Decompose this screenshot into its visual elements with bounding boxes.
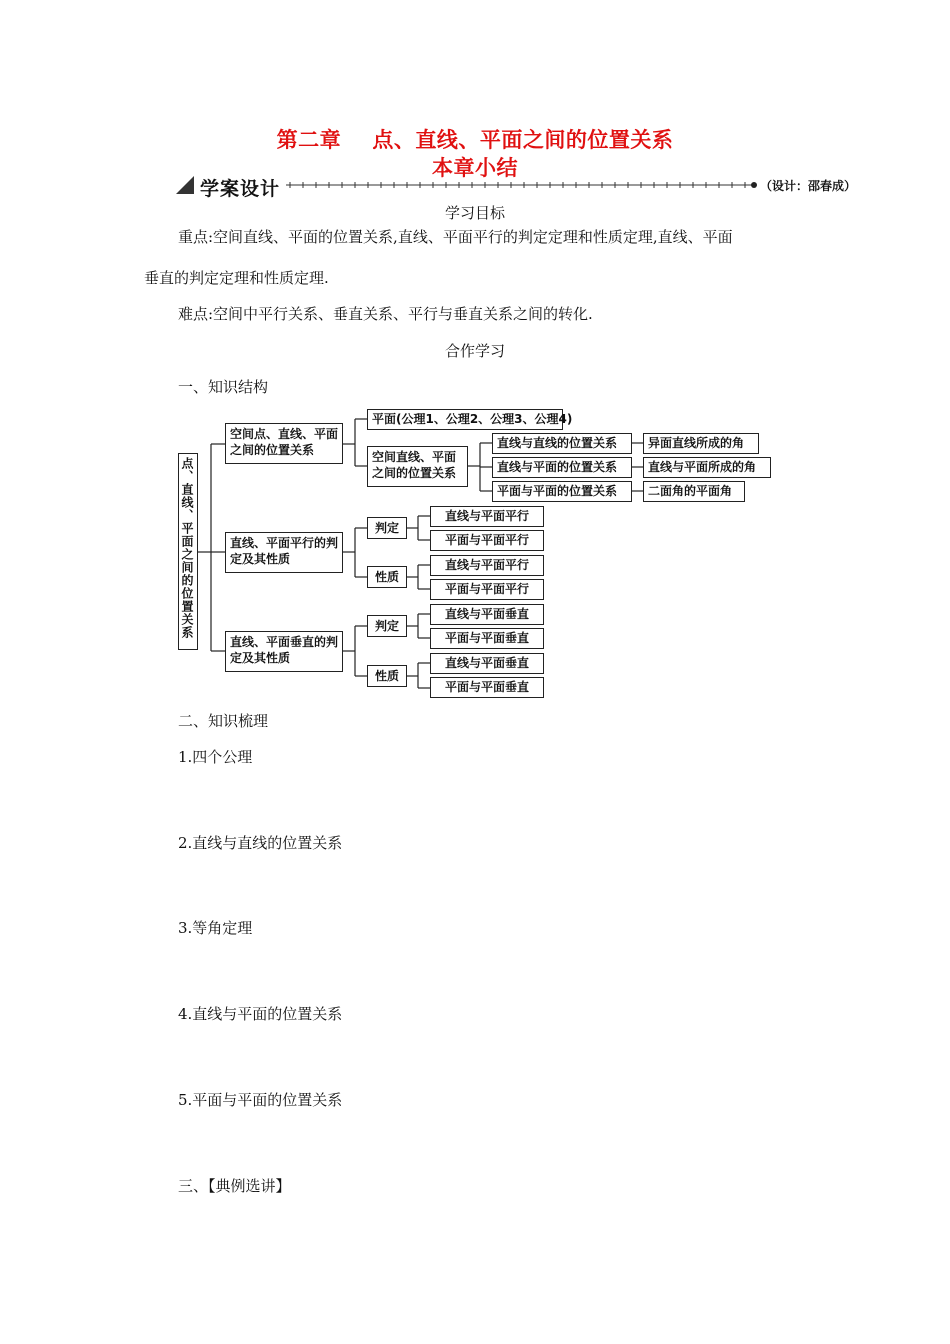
node-perp-property-plane-plane: 平面与平面垂直 (430, 677, 544, 698)
section-knowledge-structure: 一、知识结构 (178, 378, 269, 396)
node-perp-property: 性质 (367, 665, 407, 687)
cooperative-heading: 合作学习 (444, 342, 505, 360)
node-axioms: 平面(公理1、公理2、公理3、公理4) (367, 409, 563, 430)
node-line-plane-angle: 直线与平面所成的角 (643, 457, 771, 478)
review-item: 1.四个公理 (178, 748, 253, 766)
node-parallel-property-line-plane: 直线与平面平行 (430, 555, 544, 576)
section-examples: 三、【典例选讲】 (178, 1177, 291, 1195)
node-perp-judge-plane-plane: 平面与平面垂直 (430, 628, 544, 649)
goals-heading: 学习目标 (444, 204, 505, 222)
node-dihedral-angle: 二面角的平面角 (643, 481, 745, 502)
review-item: 5.平面与平面的位置关系 (178, 1091, 343, 1109)
diagram-root-node: 点、直线、平面之间的位置关系 (178, 453, 198, 650)
review-item: 2.直线与直线的位置关系 (178, 834, 343, 852)
review-item: 3.等角定理 (178, 919, 253, 937)
node-perp-judge: 判定 (367, 615, 407, 637)
section-subtitle: 本章小结 (432, 156, 518, 180)
node-line-plane: 直线与平面的位置关系 (492, 457, 632, 478)
node-parallel-property: 性质 (367, 566, 407, 588)
node-parallel: 直线、平面平行的判定及其性质 (225, 532, 343, 573)
node-parallel-judge-plane-plane: 平面与平面平行 (430, 530, 544, 551)
node-perp-judge-line-plane: 直线与平面垂直 (430, 604, 544, 625)
key-points-line2: 垂直的判定定理和性质定理. (144, 269, 329, 287)
node-parallel-property-plane-plane: 平面与平面平行 (430, 579, 544, 600)
node-line-line: 直线与直线的位置关系 (492, 433, 632, 454)
node-perpendicular: 直线、平面垂直的判定及其性质 (225, 631, 343, 672)
review-item: 4.直线与平面的位置关系 (178, 1005, 343, 1023)
node-spatial-lines-planes: 空间直线、平面之间的位置关系 (367, 446, 468, 487)
key-points-line1: 重点:空间直线、平面的位置关系,直线、平面平行的判定定理和性质定理,直线、平面 (178, 228, 733, 246)
node-perp-property-line-plane: 直线与平面垂直 (430, 653, 544, 674)
banner-label: 学案设计 (200, 178, 281, 200)
node-skew-angle: 异面直线所成的角 (643, 433, 759, 454)
node-spatial-relations: 空间点、直线、平面之间的位置关系 (225, 423, 343, 464)
chapter-title: 第二章 点、直线、平面之间的位置关系 (276, 128, 674, 152)
node-parallel-judge-line-plane: 直线与平面平行 (430, 506, 544, 527)
node-plane-plane: 平面与平面的位置关系 (492, 481, 632, 502)
difficult-points: 难点:空间中平行关系、垂直关系、平行与垂直关系之间的转化. (178, 305, 593, 323)
section-knowledge-review: 二、知识梳理 (178, 712, 269, 730)
node-parallel-judge: 判定 (367, 517, 407, 539)
banner-credit: （设计：邵春成） (759, 179, 856, 193)
